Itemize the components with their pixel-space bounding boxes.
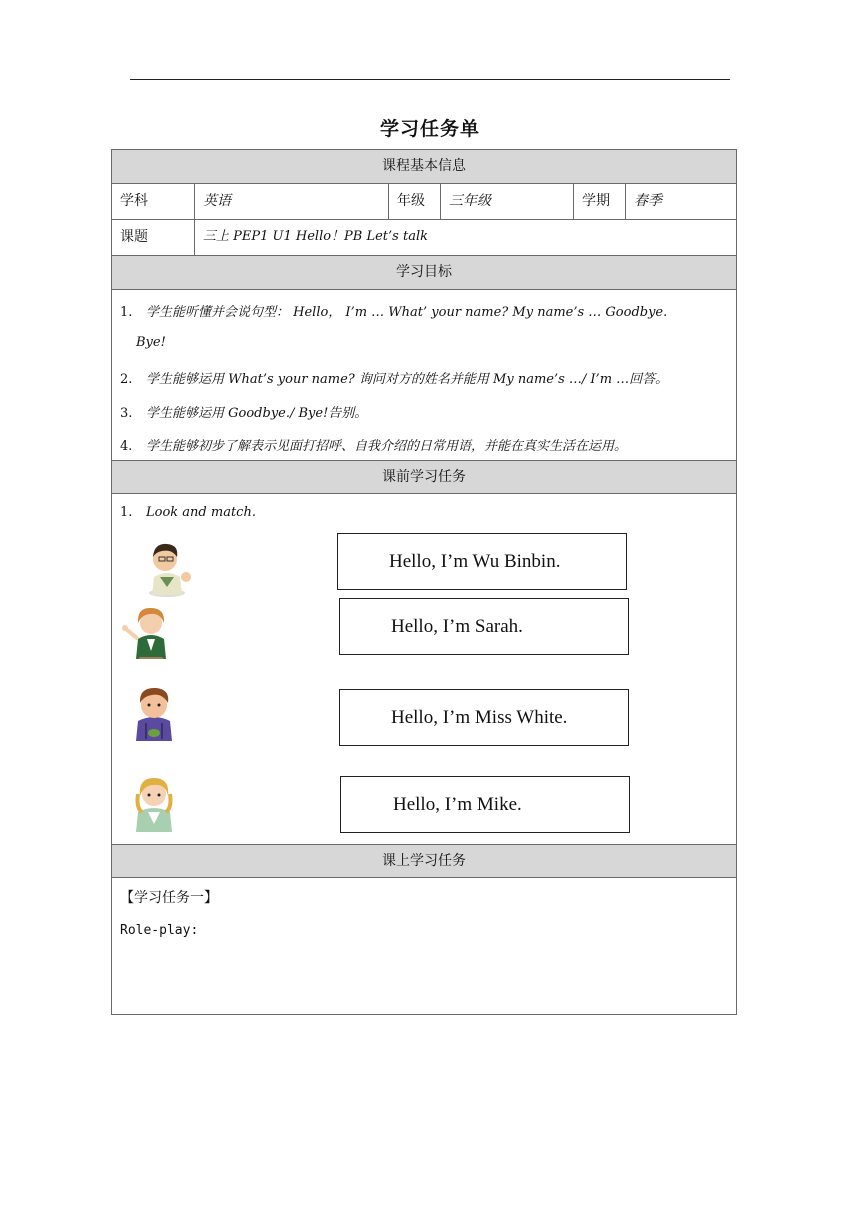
- goal-text: 学生能够运用 What’s your name? 询问对方的姓名并能用 My name’s …/ I’m …回答。: [146, 372, 669, 387]
- task-one-heading: 【学习任务一】: [120, 890, 218, 906]
- sentence-box[interactable]: Hello, I’m Sarah.: [339, 598, 629, 655]
- section-learning-goals: 学习目标: [112, 256, 736, 290]
- role-play-label: Role-play:: [120, 923, 199, 938]
- goal-number: 2.: [120, 372, 133, 387]
- goal-text: 学生能听懂并会说句型： Hello， I’m … What’ your name? My name’s … Goodbye.: [146, 305, 668, 320]
- goal-number: 1.: [120, 305, 133, 320]
- goal-item: [120, 368, 668, 387]
- miss-white-figure[interactable]: [120, 599, 178, 659]
- section-pre-class-task: 课前学习任务: [112, 460, 736, 494]
- subject-value: 英语: [195, 184, 389, 219]
- goal-item: [120, 435, 627, 454]
- goal-text: 学生能够初步了解表示见面打招呼、自我介绍的日常用语，并能在真实生活在运用。: [146, 439, 628, 454]
- goal-item: [120, 301, 667, 320]
- sentence-box[interactable]: Hello, I’m Wu Binbin.: [337, 533, 627, 590]
- page-title: 学习任务单: [379, 118, 480, 140]
- goal-number: 3.: [120, 406, 133, 421]
- topic-label: 课题: [112, 220, 195, 255]
- goal-number: 4.: [120, 439, 133, 454]
- grade-value: 三年级: [441, 184, 574, 219]
- topic-row: [112, 220, 736, 256]
- header-rule: [130, 79, 730, 80]
- section-course-info: 课程基本信息: [112, 150, 736, 184]
- section-in-class-task: 课上学习任务: [112, 844, 736, 878]
- sentence-box[interactable]: Hello, I’m Mike.: [340, 776, 630, 833]
- goal-item: [120, 402, 367, 421]
- sarah-figure[interactable]: [126, 772, 184, 832]
- task-title: Look and match.: [146, 505, 256, 520]
- topic-value: 三上 PEP1 U1 Hello！PB Let’s talk: [203, 229, 428, 244]
- goal-text-continued: Bye!: [136, 335, 166, 350]
- term-value: 春季: [634, 193, 662, 209]
- subject-label: 学科: [112, 184, 195, 219]
- info-row: [112, 184, 736, 220]
- wu-binbin-figure[interactable]: [138, 537, 196, 597]
- look-and-match-instruction: [120, 505, 256, 520]
- goal-text: 学生能够运用 Goodbye./ Bye!告别。: [146, 406, 368, 421]
- task-sheet-table: [111, 149, 737, 1015]
- term-label: 学期: [574, 184, 626, 219]
- goals-list: [112, 290, 736, 460]
- sentence-box[interactable]: Hello, I’m Miss White.: [339, 689, 629, 746]
- mike-figure[interactable]: [126, 683, 184, 743]
- grade-label: 年级: [389, 184, 441, 219]
- task-number: 1.: [120, 505, 133, 520]
